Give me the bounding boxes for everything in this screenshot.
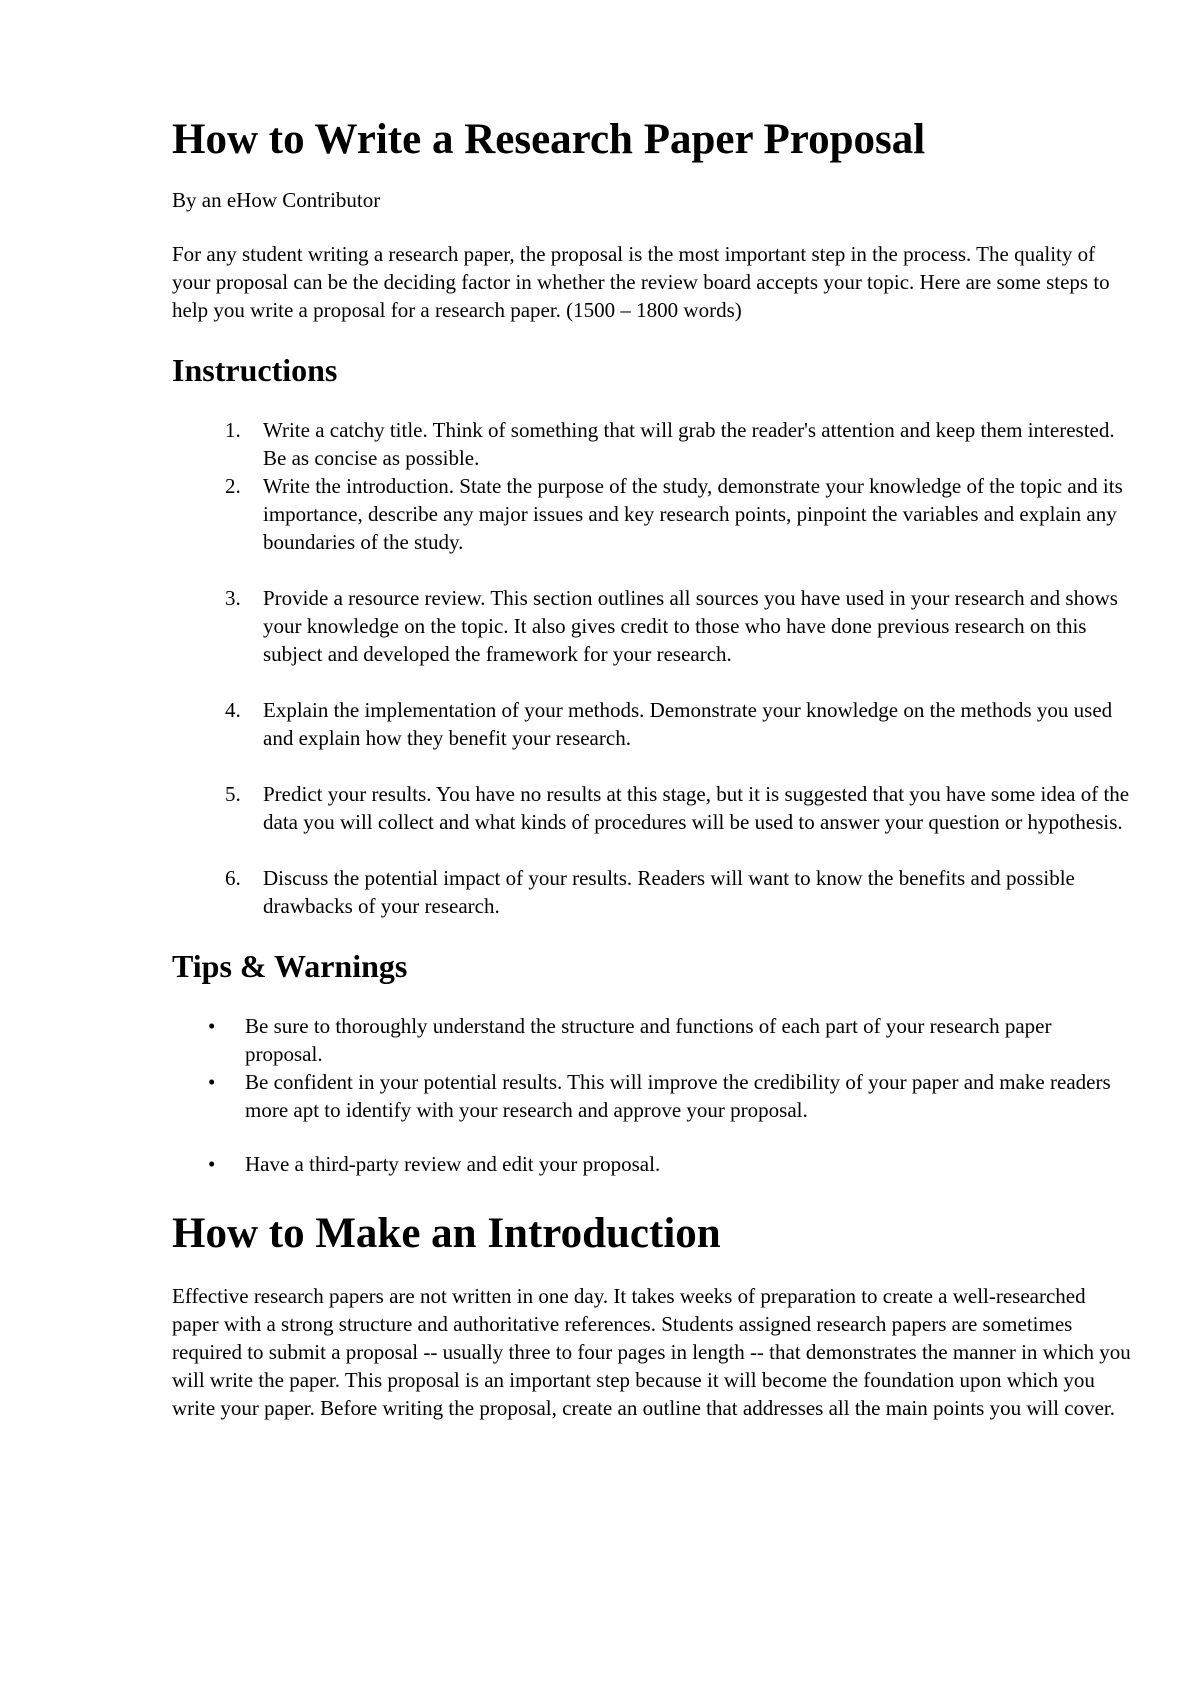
list-item-number: 4. [225,698,241,722]
list-item-number: 6. [225,866,241,890]
list-item-text: Predict your results. You have no results at this stage, but it is suggested that you have some idea of the data you will collect and what kinds of procedures will be used to answer your question or hypothesis. [263,782,1130,834]
section2-paragraph: Effective research papers are not written in one day. It takes weeks of preparation to create a well-researched paper with a strong structure and authoritative references. Students assigned research papers are sometimes required to submit a proposal -- usually three to four pages in length -- that demonstrates the manner in which you will write the paper. This proposal is an important step because it will become the foundation upon which you write your paper. Before writing the proposal, create an outline that addresses all the main points you will cover. [172,1284,1131,1420]
list-item [172,864,1132,920]
list-item-text: Discuss the potential impact of your results. Readers will want to know the benefits and possible drawbacks of your research. [263,866,1075,918]
list-item [172,472,1132,556]
tips-heading: Tips & Warnings [172,948,408,984]
list-item-text: Write a catchy title. Think of something that will grab the reader's attention and keep them interested. Be as concise as possible. [263,418,1115,470]
intro-paragraph: For any student writing a research paper, the proposal is the most important step in the process. The quality of your proposal can be the deciding factor in whether the review board accepts your topic. Here are some steps to help you write a proposal for a research paper. (1500 – 1800 words) [172,242,1110,322]
section2-title: How to Make an Introduction [172,1210,721,1257]
list-item-text: Be sure to thoroughly understand the structure and functions of each part of your research paper proposal. [245,1014,1052,1066]
list-item-number: 3. [225,586,241,610]
instructions-list [172,416,1132,920]
tips-list [172,1012,1132,1178]
bullet-icon: • [208,1070,216,1094]
list-item [172,1150,1132,1178]
list-item [172,584,1132,668]
instructions-heading: Instructions [172,352,338,388]
list-item [172,696,1132,752]
list-item-text: Be confident in your potential results. This will improve the credibility of your paper and make readers more apt to identify with your research and approve your proposal. [245,1070,1111,1122]
bullet-icon: • [208,1152,216,1176]
list-item-text: Write the introduction. State the purpose of the study, demonstrate your knowledge of the topic and its importance, describe any major issues and key research points, pinpoint the variables and explain any boundaries of the study. [263,474,1123,554]
list-item-number: 5. [225,782,241,806]
list-item-number: 1. [225,418,241,442]
list-item [172,1068,1132,1124]
list-item-text: Explain the implementation of your methods. Demonstrate your knowledge on the methods you used and explain how they benefit your research. [263,698,1113,750]
document-page [172,112,1132,1422]
list-item-text: Provide a resource review. This section outlines all sources you have used in your research and shows your knowledge on the topic. It also gives credit to those who have done previous research on this subject and developed the framework for your research. [263,586,1118,666]
list-item-number: 2. [225,474,241,498]
list-item [172,416,1132,472]
list-item-text: Have a third-party review and edit your proposal. [245,1152,661,1176]
bullet-icon: • [208,1014,216,1038]
list-item [172,1012,1132,1068]
document-title: How to Write a Research Paper Proposal [172,116,926,163]
byline: By an eHow Contributor [172,188,381,212]
list-item [172,780,1132,836]
